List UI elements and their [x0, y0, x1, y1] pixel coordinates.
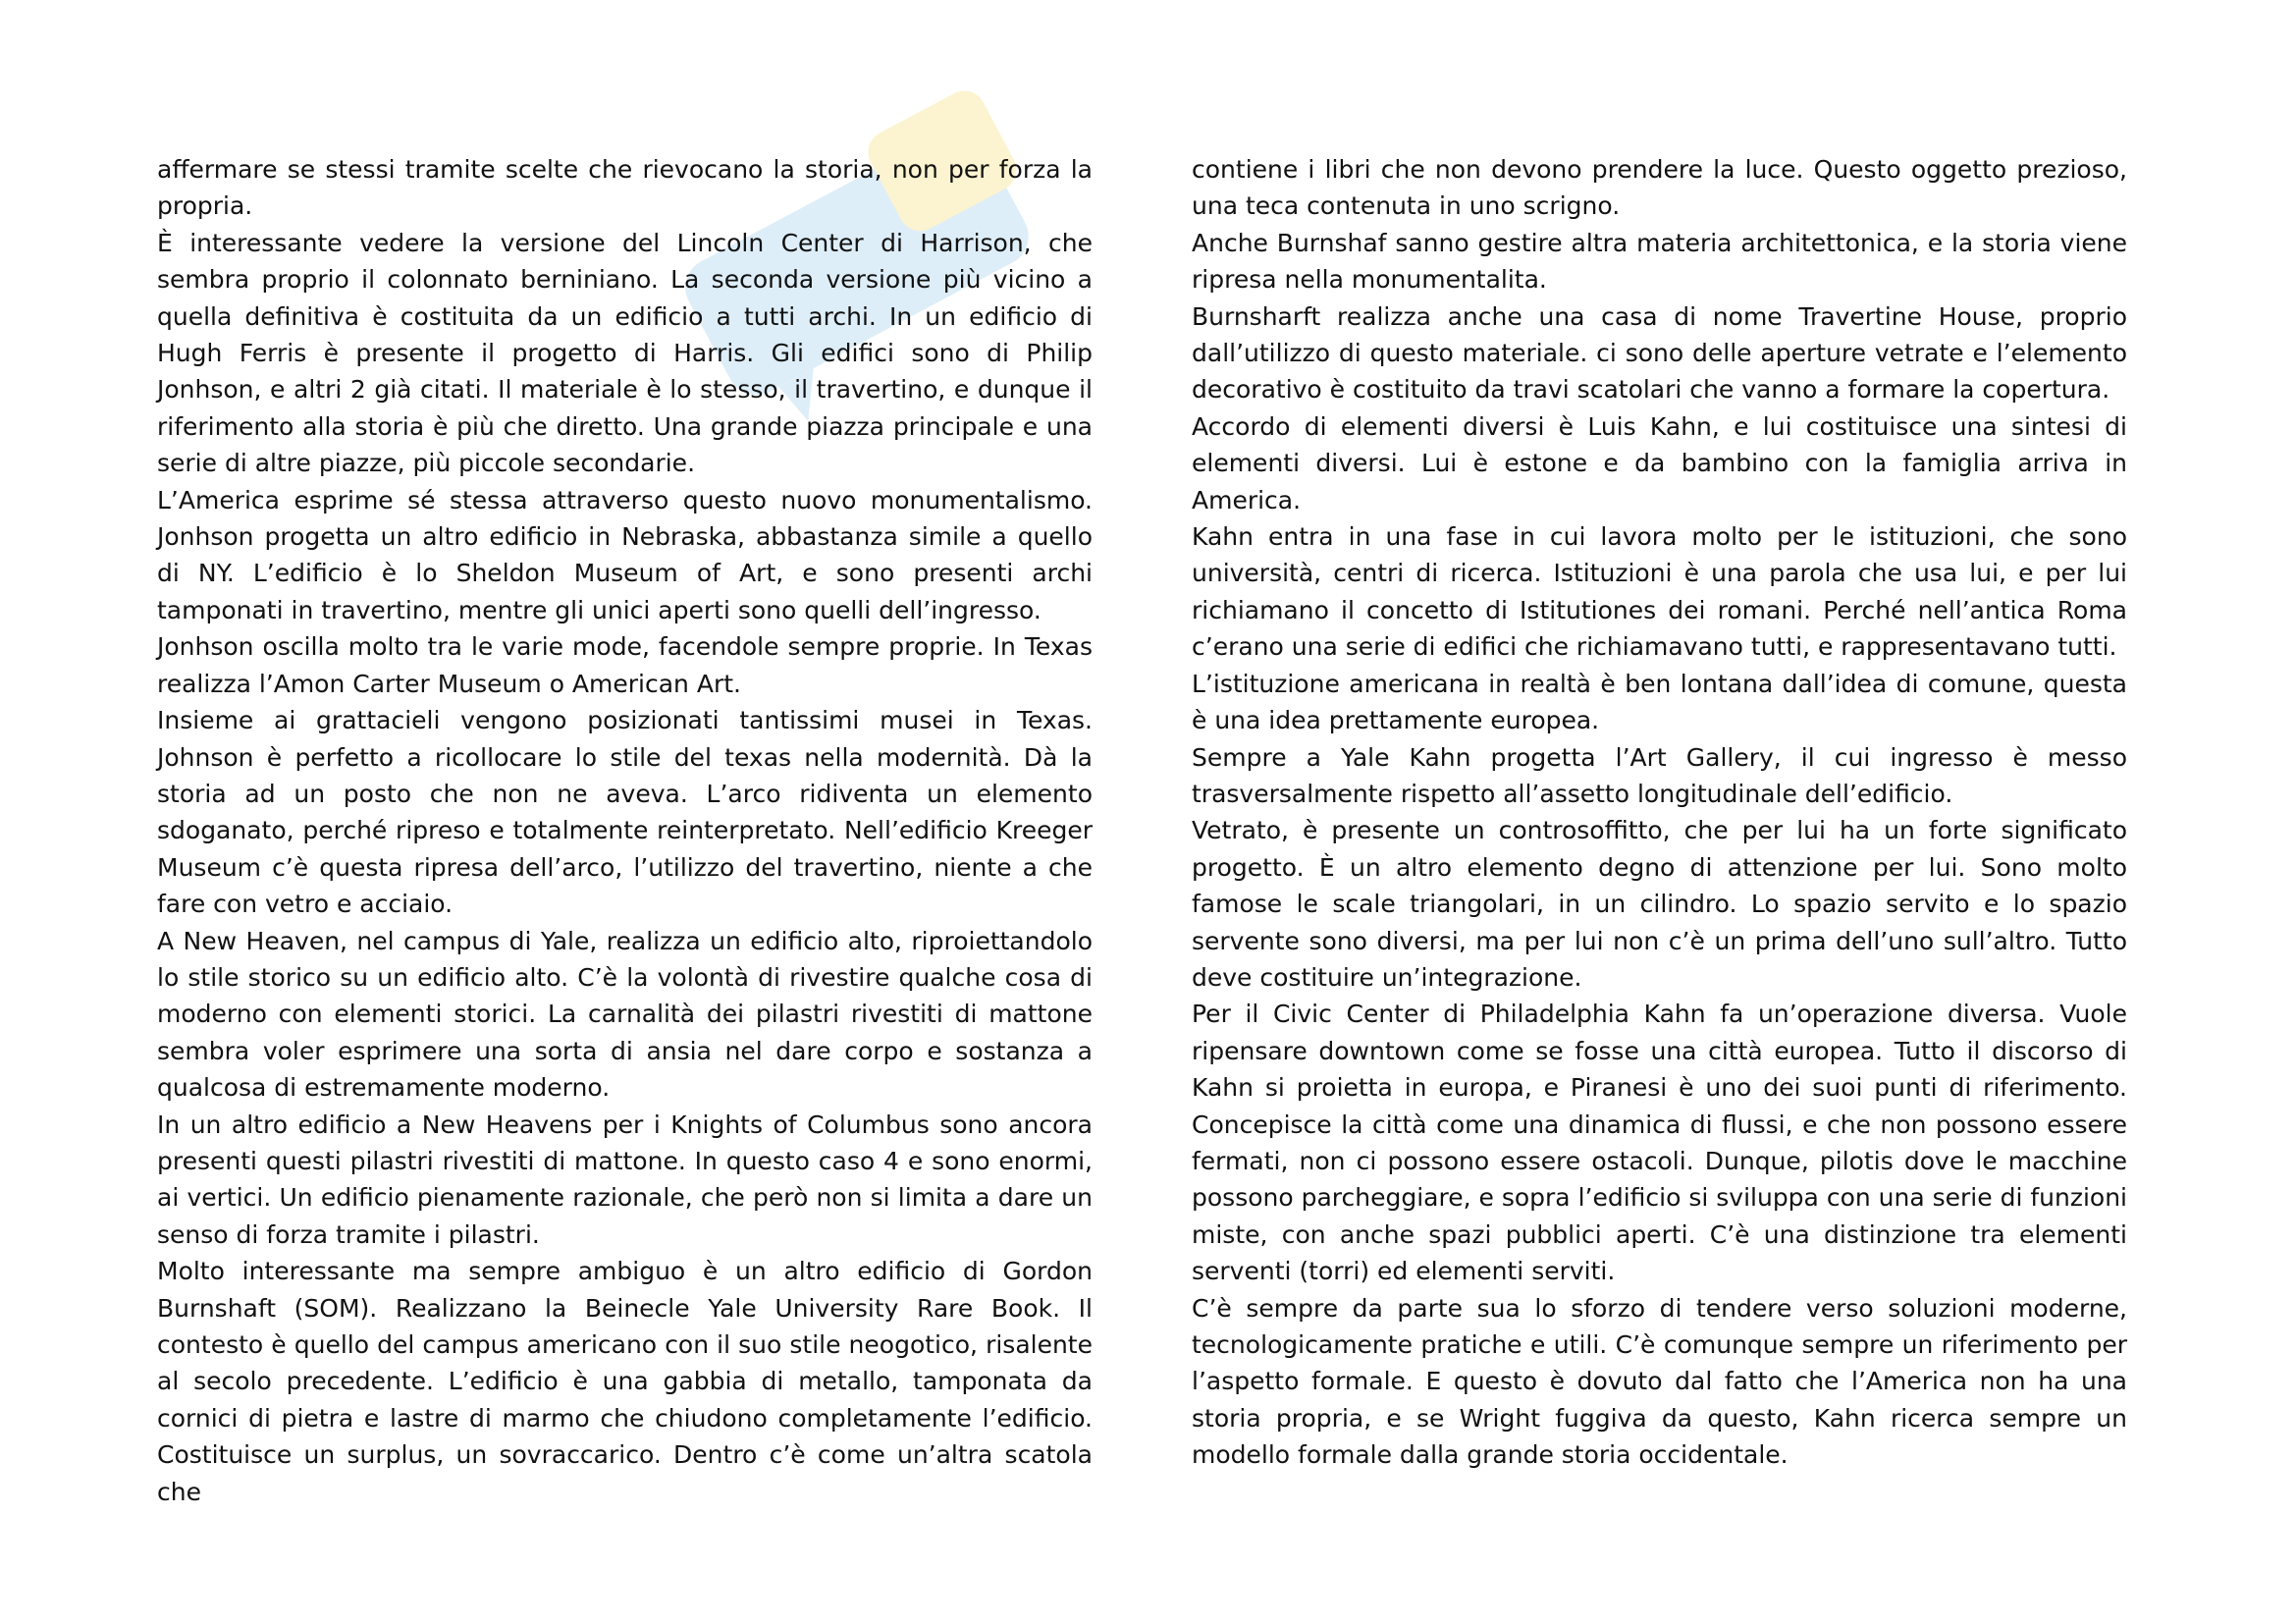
- paragraph: Sempre a Yale Kahn progetta l’Art Gallery, il cui ingresso è messo trasversalmente rispetto all’assetto longitudinale dell’edificio.: [1192, 742, 2127, 808]
- paragraph: C’è sempre da parte sua lo sforzo di tendere verso soluzioni moderne, tecnologicamente pratiche e utili. C’è comunque sempre un riferimento per l’aspetto formale. E questo è dovuto dal fatto che l’America non ha una storia propria, e se Wright fuggiva da questo, Kahn ricerca sempre un modello formale dalla grande storia occidentale.: [1192, 1293, 2127, 1470]
- paragraph: Accordo di elementi diversi è Luis Kahn, e lui costituisce una sintesi di elementi diversi. Lui è estone e da bambino con la famiglia arriva in America.: [1192, 411, 2127, 514]
- paragraph: Burnsharft realizza anche una casa di nome Travertine House, proprio dall’utilizzo di questo materiale. ci sono delle aperture vetrate e l’elemento decorativo è costituito da travi scatolari che vanno a formare la copertura.: [1192, 301, 2127, 405]
- paragraph: È interessante vedere la versione del Lincoln Center di Harrison, che sembra proprio il colonnato berniniano. La seconda versione più vicino a quella definitiva è costituita da un edificio a tutti archi. In un edificio di Hugh Ferris è presente il progetto di Harris. Gli edifici sono di Philip Jonhson, e altri 2 già citati. Il materiale è lo stesso, il travertino, e dunque il riferimento alla storia è più che diretto. Una grande piazza principale e una serie di altre piazze, più piccole secondarie.: [157, 228, 1093, 478]
- paragraph: Molto interessante ma sempre ambiguo è un altro edificio di Gordon Burnshaft (SOM). Realizzano la Beinecle Yale University Rare Book. Il contesto è quello del campus americano con il suo stile neogotico, risalente al secolo precedente. L’edificio è una gabbia di metallo, tamponata da cornici di pietra e lastre di marmo che chiudono completamente l’edificio. Costituisce un surplus, un sovraccarico. Dentro c’è come un’altra scatola che: [157, 1257, 1093, 1506]
- paragraph: Per il Civic Center di Philadelphia Kahn fa un’operazione diversa. Vuole ripensare downtown come se fosse una città europea. Tutto il discorso di Kahn si proietta in europa, e Piranesi è uno dei suoi punti di riferimento. Concepisce la città come una dinamica di flussi, e che non possono essere fermati, non ci possono essere ostacoli. Dunque, pilotis dove le macchine possono parcheggiare, e sopra l’edificio si sviluppa con una serie di funzioni miste, con anche spazi pubblici aperti. C’è una distinzione tra elementi serventi (torri) ed elementi serviti.: [1192, 1000, 2127, 1286]
- paragraph: Insieme ai grattacieli vengono posizionati tantissimi musei in Texas. Johnson è perfetto a ricollocare lo stile del texas nella modernità. Dà la storia ad un posto che non ne aveva. L’arco ridiventa un elemento sdoganato, perché ripreso e totalmente reinterpretato. Nell’edificio Kreeger Museum c’è questa ripresa dell’arco, l’utilizzo del travertino, niente a che fare con vetro e acciaio.: [157, 706, 1093, 919]
- paragraph: Vetrato, è presente un controsoffitto, che per lui ha un forte significato progetto. È un altro elemento degno di attenzione per lui. Sono molto famose le scale triangolari, in un cilindro. Lo spazio servito e lo spazio servente sono diversi, ma per lui non c’è un prima dell’uno sull’altro. Tutto deve costituire un’integrazione.: [1192, 816, 2127, 992]
- paragraph: A New Heaven, nel campus di Yale, realizza un edificio alto, riproiettandolo lo stile storico su un edificio alto. C’è la volontà di rivestire qualche cosa di moderno con elementi storici. La carnalità dei pilastri rivestiti di mattone sembra voler esprimere una sorta di ansia nel dare corpo e sostanza a qualcosa di estremamente moderno.: [157, 926, 1093, 1103]
- paragraph: affermare se stessi tramite scelte che rievocano la storia, non per forza la propria.: [157, 155, 1093, 221]
- paragraph: In un altro edificio a New Heavens per i Knights of Columbus sono ancora presenti questi pilastri rivestiti di mattone. In questo caso 4 e sono enormi, ai vertici. Un edificio pienamente razionale, che però non si limita a dare un senso di forza tramite i pilastri.: [157, 1110, 1093, 1249]
- paragraph: Jonhson oscilla molto tra le varie mode, facendole sempre proprie. In Texas realizza l’Amon Carter Museum o American Art.: [157, 632, 1093, 698]
- paragraph: contiene i libri che non devono prendere la luce. Questo oggetto prezioso, una teca contenuta in uno scrigno.: [1192, 155, 2127, 221]
- paragraph: L’istituzione americana in realtà è ben lontana dall’idea di comune, questa è una idea prettamente europea.: [1192, 669, 2127, 735]
- paragraph: Kahn entra in una fase in cui lavora molto per le istituzioni, che sono università, centri di ricerca. Istituzioni è una parola che usa lui, e per lui richiamano il concetto di Istitutiones dei romani. Perché nell’antica Roma c’erano una serie di edifici che richiamavano tutti, e rappresentavano tutti.: [1192, 522, 2127, 662]
- left-text-column: [157, 151, 1093, 1510]
- paragraph: L’America esprime sé stessa attraverso questo nuovo monumentalismo. Jonhson progetta un altro edificio in Nebraska, abbastanza simile a quello di NY. L’edificio è lo Sheldon Museum of Art, e sono presenti archi tamponati in travertino, mentre gli unici aperti sono quelli dell’ingresso.: [157, 485, 1093, 624]
- paragraph: Anche Burnshaf sanno gestire altra materia architettonica, e la storia viene ripresa nella monumentalita.: [1192, 228, 2127, 295]
- right-text-column: [1192, 151, 2127, 1474]
